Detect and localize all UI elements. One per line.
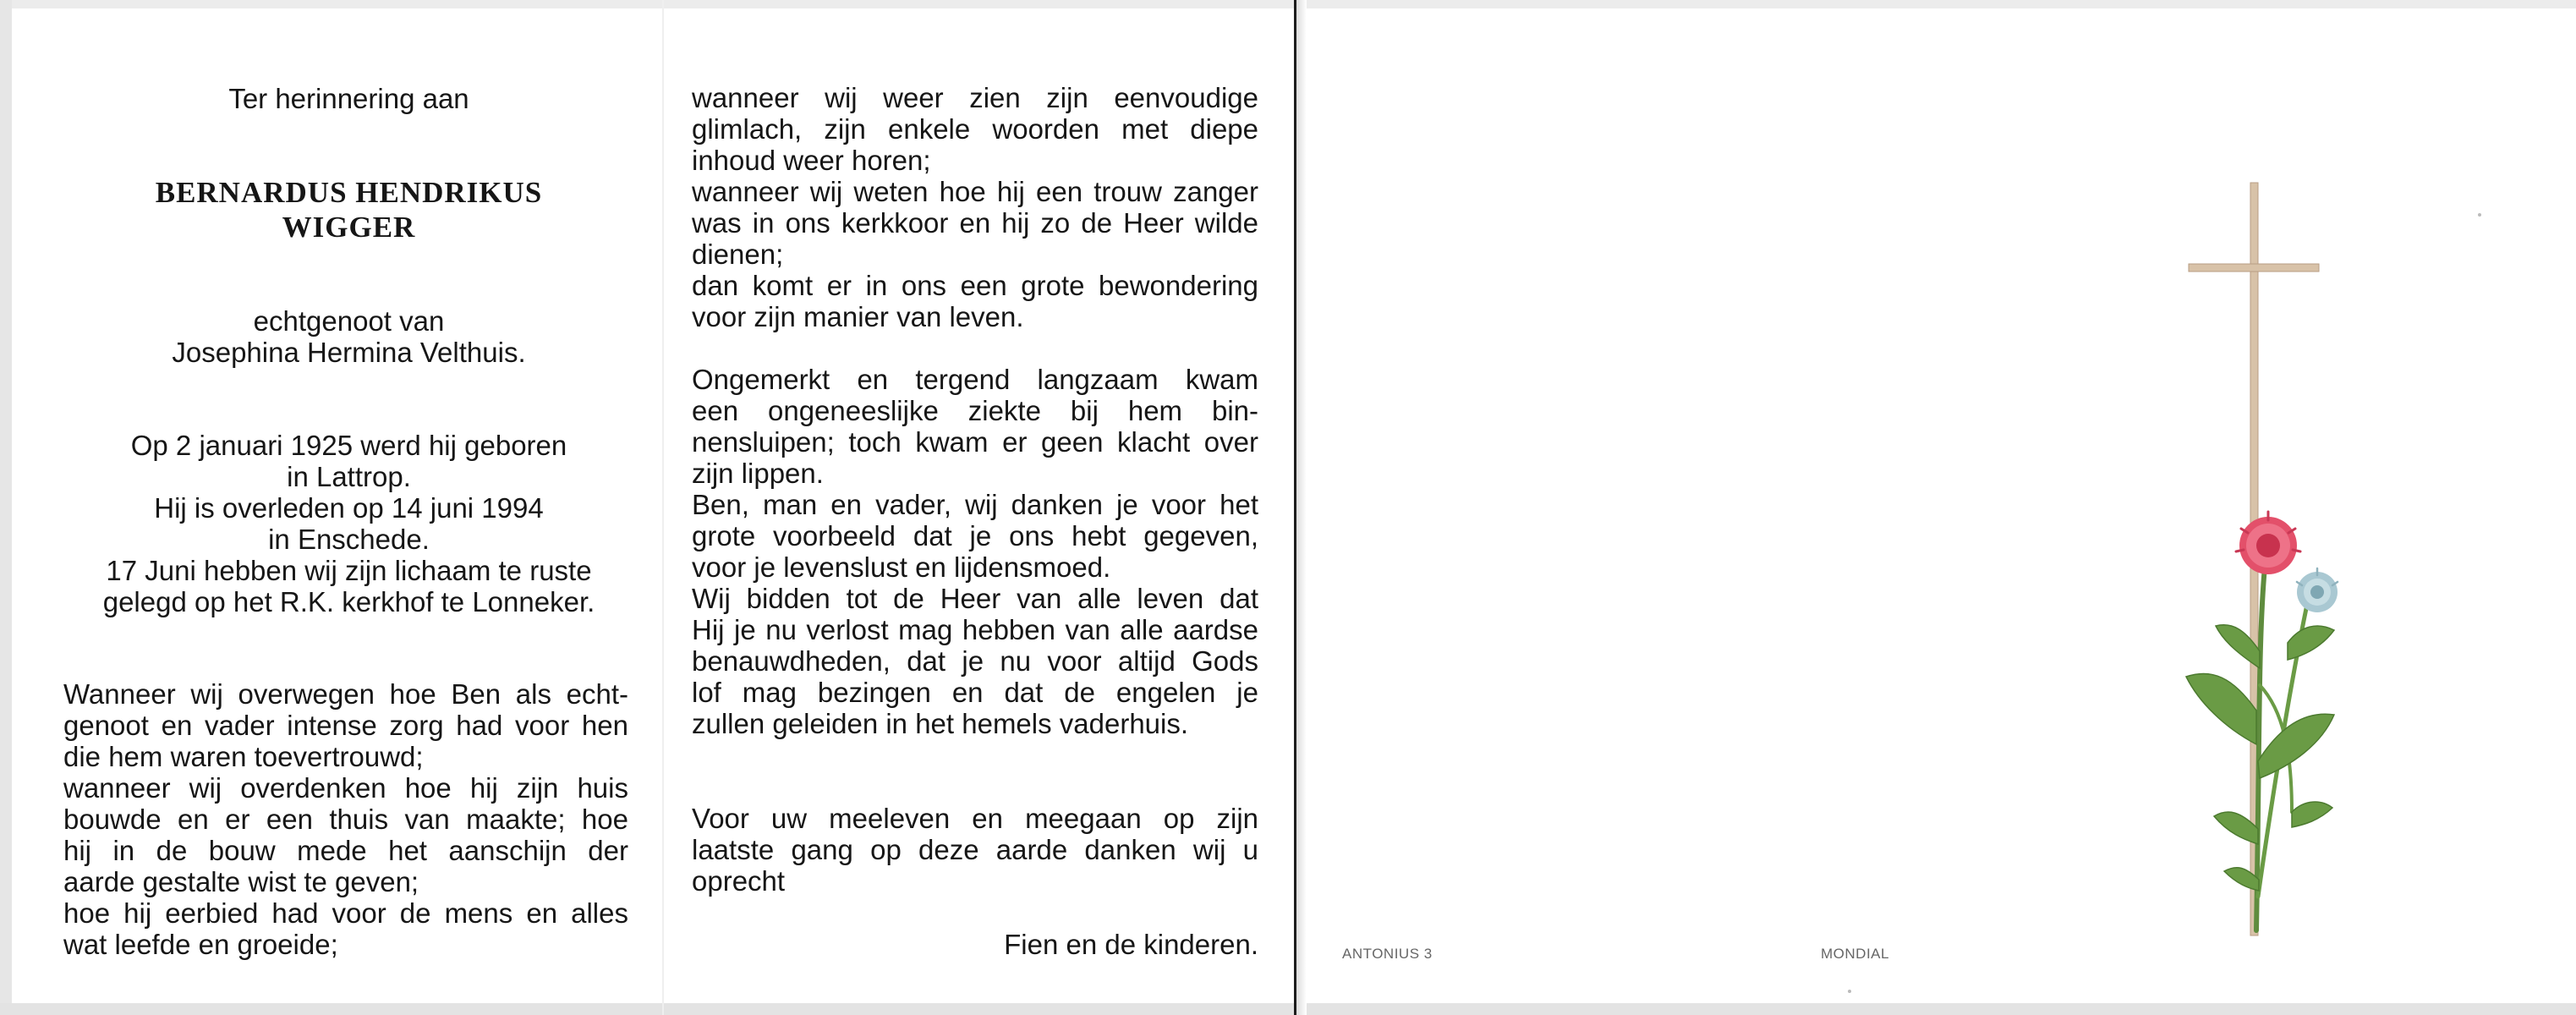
memorial-line: dienen; — [692, 239, 784, 270]
scan-top-edge — [0, 0, 2576, 8]
memorial-line: een ongeneeslijke ziekte bij hem bin- — [692, 395, 1258, 426]
thanks-line: oprecht — [692, 865, 786, 897]
leaves — [2186, 625, 2334, 891]
signature: Fien en de kinderen. — [1004, 929, 1258, 960]
memorial-line: nensluipen; toch kwam er geen klacht over — [692, 426, 1258, 458]
memorial-line: hoe hij eerbied had voor de mens en alles — [63, 897, 628, 929]
memorial-line: zullen geleiden in het hemels vaderhuis. — [692, 708, 1189, 739]
memorial-line: hij in de bouw mede het aanschijn der — [63, 835, 628, 866]
deceased-name-line1: BERNARDUS HENDRIKUS — [155, 176, 543, 209]
thanks-line: Voor uw meeleven en meegaan op zijn — [692, 803, 1258, 834]
pink-flower-icon — [2236, 512, 2300, 574]
bio-line: Op 2 januari 1925 werd hij geboren — [130, 430, 567, 461]
spouse-name: Josephina Hermina Velthuis. — [172, 337, 526, 368]
memorial-line: wanneer wij overdenken hoe hij zijn huis — [63, 772, 628, 804]
memorial-line: Ben, man en vader, wij danken je voor het — [692, 489, 1258, 520]
printer-name: MONDIAL — [1821, 946, 1889, 962]
memorial-line: die hem waren toevertrouwd; — [63, 741, 424, 772]
memorial-line: Hij je nu verlost mag hebben van alle aardse — [692, 614, 1258, 645]
memorial-line: wanneer wij weer zien zijn eenvoudige — [692, 82, 1258, 113]
print-code: ANTONIUS 3 — [1342, 946, 1433, 962]
speck — [2478, 213, 2481, 217]
cross-with-flowers-illustration — [2165, 169, 2368, 947]
memorial-line: genoot en vader intense zorg had voor hen — [63, 710, 628, 741]
card-fold-shadow — [1296, 0, 1307, 1015]
memorial-line: wanneer wij weten hoe hij een trouw zanger — [692, 176, 1258, 207]
memorial-line: aarde gestalte wist te geven; — [63, 866, 419, 897]
page-fold — [662, 0, 664, 1015]
memorial-line: Wanneer wij overwegen hoe Ben als echt- — [63, 678, 628, 710]
intro-text: Ter herinnering aan — [228, 83, 469, 114]
deceased-name-line2: WIGGER — [282, 211, 416, 244]
bio-line: in Lattrop. — [287, 461, 411, 492]
memorial-line: benauwdheden, dat je nu voor altijd Gods — [692, 645, 1258, 677]
memorial-line: inhoud weer horen; — [692, 145, 931, 176]
bio-line: in Enschede. — [268, 524, 430, 555]
memorial-line: wat leefde en groeide; — [63, 929, 338, 960]
scan-left-edge — [0, 0, 12, 1015]
memorial-line: zijn lippen. — [692, 458, 824, 489]
memorial-line: grote voorbeeld dat je ons hebt gegeven, — [692, 520, 1258, 551]
memorial-line: dan komt er in ons een grote bewondering — [692, 270, 1258, 301]
memorial-line: glimlach, zijn enkele woorden met diepe — [692, 113, 1258, 145]
bio-line: gelegd op het R.K. kerkhof te Lonneker. — [102, 586, 595, 617]
bio-line: Hij is overleden op 14 juni 1994 — [154, 492, 544, 524]
memorial-line: bouwde en er een thuis van maakte; hoe — [63, 804, 628, 835]
speck — [1848, 990, 1851, 993]
memorial-line: Ongemerkt en tergend langzaam kwam — [692, 364, 1258, 395]
memorial-line: Wij bidden tot de Heer van alle leven dat — [692, 583, 1258, 614]
memorial-line: voor zijn manier van leven. — [692, 301, 1024, 332]
scan-bottom-edge — [0, 1003, 2576, 1015]
bio-line: 17 Juni hebben wij zijn lichaam te ruste — [106, 555, 592, 586]
spouse-label: echtgenoot van — [253, 305, 445, 337]
memorial-line: was in ons kerkkoor en hij zo de Heer wilde — [692, 207, 1258, 239]
thanks-line: laatste gang op deze aarde danken wij u — [692, 834, 1258, 865]
memorial-line: voor je levenslust en lijdensmoed. — [692, 551, 1111, 583]
blue-flower-icon — [2297, 568, 2338, 612]
memorial-line: lof mag bezingen en dat de engelen je — [692, 677, 1258, 708]
